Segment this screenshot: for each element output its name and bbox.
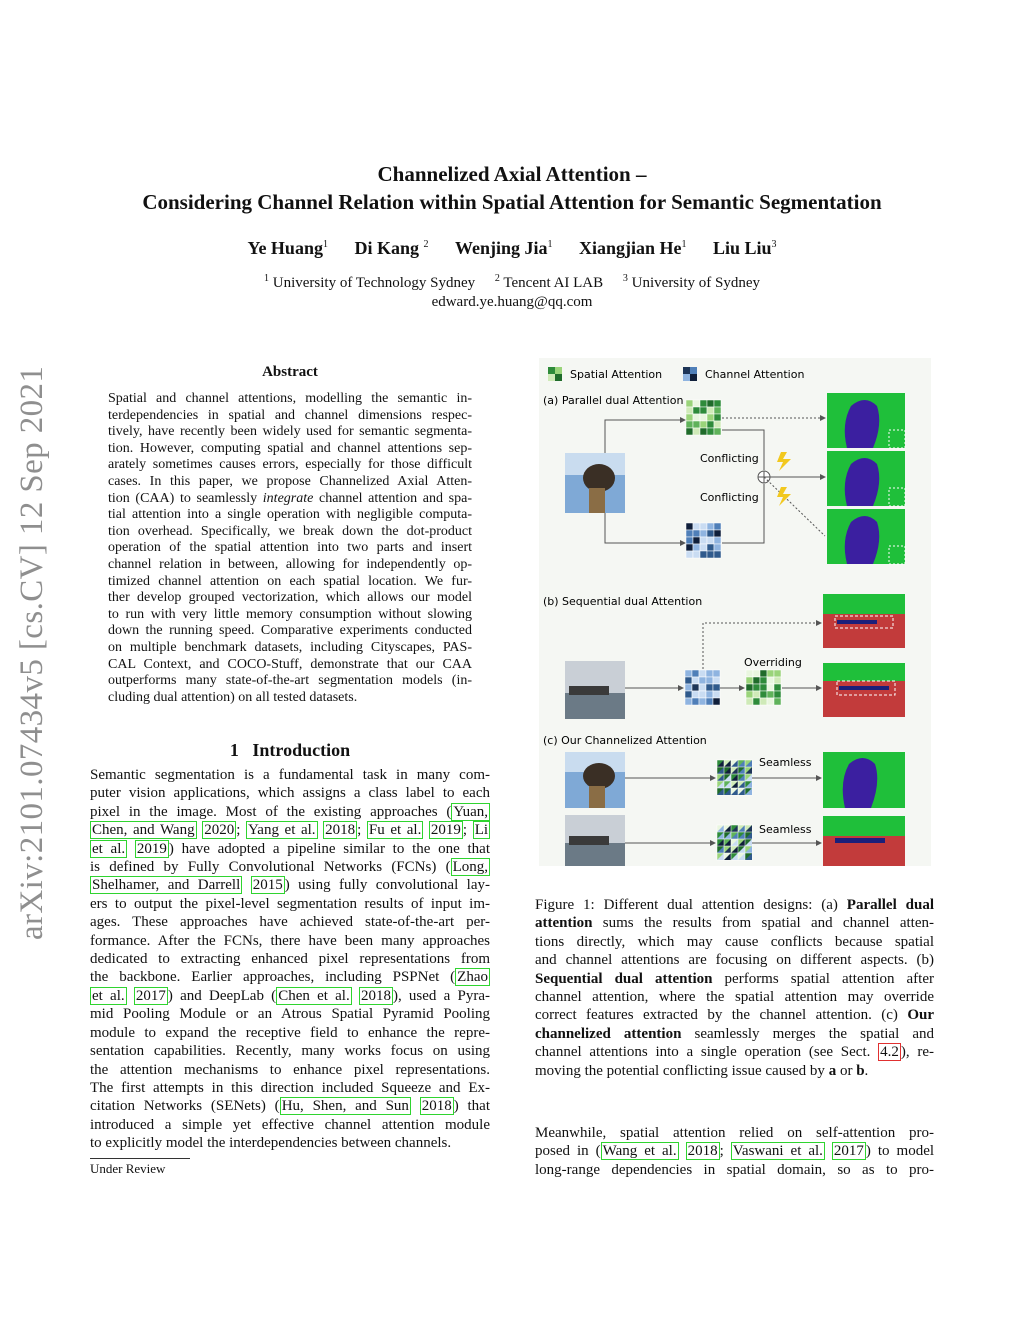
citation-link[interactable]: 2019 bbox=[136, 840, 167, 857]
abstract-body bbox=[108, 391, 472, 706]
citation-link[interactable]: 2020 bbox=[204, 822, 235, 839]
channelized-attention-grid-1 bbox=[717, 760, 752, 795]
citation-link[interactable]: Li bbox=[474, 822, 489, 839]
spatial-attention-grid-a bbox=[686, 400, 721, 435]
author-email: edward.ye.huang@qq.com bbox=[431, 294, 593, 310]
legend-channel-label: Channel Attention bbox=[705, 368, 805, 381]
abstract-line: Spatial and channel attentions, modelling the semantic in- bbox=[108, 391, 472, 406]
seamless-label-1: Seamless bbox=[759, 756, 812, 769]
affiliation-3: $^3$ University of Sydney bbox=[622, 273, 760, 291]
lightning-icon bbox=[777, 452, 791, 471]
citation-link[interactable]: Chen et al. bbox=[278, 987, 350, 1004]
abstract-line: down the running speed. Comparative experiments conducted bbox=[108, 623, 472, 639]
abstract-line: ther develop grouped vectorization, which allows our model bbox=[108, 590, 472, 606]
channelized-attention-grid-2 bbox=[717, 825, 752, 860]
citation-link[interactable]: Fu et al. bbox=[368, 822, 422, 839]
panel-c-input-image-2 bbox=[565, 815, 625, 866]
section-reference-link[interactable]: 4.2 bbox=[880, 1044, 899, 1061]
segmentation-result-a1 bbox=[827, 393, 905, 448]
citation-link[interactable]: Hu, Shen, and Sun bbox=[281, 1098, 409, 1115]
section-heading-introduction: 1 Introduction bbox=[229, 740, 351, 760]
abstract-line: CAL Context, and COCO-Stuff, demonstrate that our CAA bbox=[108, 656, 472, 672]
citation-link[interactable]: 2017 bbox=[833, 1143, 864, 1160]
introduction-body: Semantic segmentation is a fundamental task in many com- puter vision applications, which assigns a class label to each pixel in the image. Most of the existing approaches ( Yuan, Chen, and Wang 2020 ; Yang et al. 2018 ; Fu et al. 2019 ; Li et al. 2019 ) have adopted a pipeline similar to the one that is defined by Fully Convolutional Networks (FCNs) ( Long, Shelhamer, and Darrell 2015 ) using fully convolutional lay- ers to output the pixel-level segmentation results of input im- ages. These approaches have achieved state-of-the-art per- formance. After the FCNs, there have been many approaches dedicated to extracting enhanced pixel representations from the backbone. Earlier approaches, including PSPNet ( Zhao et al. 2017 ) and DeepLab ( Chen et al. 2018 ), used a Pyra- mid Pooling Module or an Atrous Spatial Pyramid Pooling module to expand the receptive field to enhance the repre- sentation capabilities. Recently, many works focus on using the attention mechanisms to enhance pixel representations. The first attempts in this direction included Squeeze and Ex- citation Networks (SENets) ( Hu, Shen, and Sun 2018 ) that introduced a simple yet effective channel attention module to explicitly model the interdependencies between channels. bbox=[90, 767, 491, 1152]
citation-link[interactable]: 2018 bbox=[325, 822, 356, 839]
segmentation-result-b1 bbox=[823, 594, 905, 648]
legend-spatial-label: Spatial Attention bbox=[570, 368, 663, 381]
citation-link[interactable]: Wang et al. bbox=[602, 1143, 677, 1160]
author-1: Ye Huang$^1$ bbox=[247, 238, 328, 258]
abstract-line: terdependencies in spatial and channel dimensions respec- bbox=[108, 407, 472, 423]
abstract-line: timized channel attention on each spatial location. We fur- bbox=[108, 573, 472, 589]
footnote: Under Review bbox=[90, 1161, 166, 1176]
abstract-line: on multiple benchmark datasets, including Cityscapes, PAS- bbox=[108, 639, 472, 655]
citation-link[interactable]: Vaswani et al. bbox=[732, 1143, 823, 1160]
abstract-line: tion (CAA) to seamlessly integrate channel attention and spa- bbox=[108, 490, 472, 506]
legend-spatial-icon bbox=[548, 367, 562, 381]
spatial-attention-grid-b bbox=[746, 670, 781, 705]
citation-link[interactable]: 2018 bbox=[687, 1143, 718, 1160]
citation-link[interactable]: 2018 bbox=[360, 987, 391, 1004]
abstract-line: tively, have recently been widely used for semantic segmenta- bbox=[108, 424, 472, 440]
affiliations bbox=[0, 269, 1024, 312]
paper-title bbox=[0, 160, 1024, 216]
title-line-1: Channelized Axial Attention – bbox=[377, 162, 647, 186]
abstract-line: outperforms many state-of-the-art segmentation models (in- bbox=[108, 673, 472, 689]
footnote-rule bbox=[90, 1158, 190, 1159]
panel-a-label: (a) Parallel dual Attention bbox=[543, 394, 684, 407]
title-line-2: Considering Channel Relation within Spatial Attention for Semantic Segmentation bbox=[142, 190, 882, 214]
abstract-line: to run with very little memory consumption without slowing bbox=[108, 606, 472, 622]
channel-attention-grid-a bbox=[686, 523, 721, 558]
segmentation-result-a3 bbox=[827, 509, 905, 564]
citation-link[interactable]: Shelhamer, and Darrell bbox=[92, 877, 241, 894]
author-2: Di Kang $^2$ bbox=[354, 238, 429, 258]
panel-a-input-image bbox=[565, 453, 625, 513]
abstract-line: tion. However, computing spatial and channel attentions sep- bbox=[108, 440, 472, 456]
segmentation-result-c2 bbox=[823, 816, 905, 866]
citation-link[interactable]: 2017 bbox=[135, 987, 166, 1004]
abstract-line: channel relation in between, allowing for independently op- bbox=[108, 556, 472, 572]
abstract-line: arately sometimes causes errors, especially for those difficult bbox=[108, 457, 472, 473]
author-3: Wenjing Jia$^1$ bbox=[454, 238, 553, 258]
citation-link[interactable]: 2019 bbox=[430, 822, 461, 839]
citation-link[interactable]: 2015 bbox=[252, 877, 283, 894]
conflicting-label-2: Conflicting bbox=[700, 491, 759, 504]
citation-link[interactable]: Yang et al. bbox=[247, 822, 316, 839]
figure-1-diagram bbox=[539, 358, 931, 866]
figure-1-caption: Figure 1: Different dual attention designs: (a) Parallel dual attention sums the results from spatial and channel atten- tions directly, which may cause conflicts because spatial and channel attentions are focusing on different aspects. (b) Sequential dual attention performs spatial attention after channel attention, where the spatial attention may override correct features extracted by the channel attention. (c) Our channelized attention seamlessly merges the spatial and channel attentions into a single operation (see Sect. 4.2 ), re- moving the potential conflicting issue caused by a or b. bbox=[535, 897, 934, 1079]
seamless-label-2: Seamless bbox=[759, 823, 812, 836]
affiliation-1: $^1$ University of Technology Sydney bbox=[264, 273, 476, 291]
panel-b-label: (b) Sequential dual Attention bbox=[543, 595, 703, 608]
conflicting-label-1: Conflicting bbox=[700, 452, 759, 465]
lightning-icon bbox=[777, 487, 791, 506]
abstract-heading: Abstract bbox=[262, 364, 318, 380]
panel-c-input-image-1 bbox=[565, 752, 625, 808]
citation-link[interactable]: Chen, and Wang bbox=[92, 822, 195, 839]
author-list bbox=[0, 238, 1024, 259]
segmentation-result-b2 bbox=[823, 663, 905, 717]
legend-channel-icon bbox=[683, 367, 697, 381]
abstract-line: tial attention into a single operation with negligible computa- bbox=[108, 507, 472, 523]
arxiv-identifier: arXiv:2101.07434v5 [cs.CV] 12 Sep 2021 bbox=[14, 365, 50, 940]
abstract-line: operation of the spatial attention into two parts and insert bbox=[108, 540, 472, 556]
right-column-paragraph: Meanwhile, spatial attention relied on self-attention pro- posed in ( Wang et al. 2018 ; Vaswani et al. 2017 ) to model long-range dependencies in spatial domain, so as to pro- bbox=[535, 1125, 935, 1178]
abstract-line: cluding dual attention) on all tested datasets. bbox=[108, 689, 358, 705]
panel-c-label: (c) Our Channelized Attention bbox=[543, 734, 707, 747]
panel-b-input-image bbox=[565, 661, 625, 719]
citation-link[interactable]: Long, bbox=[452, 859, 488, 876]
affiliation-2: $^2$ Tencent AI LAB bbox=[494, 273, 604, 291]
segmentation-result-a2 bbox=[827, 451, 905, 506]
abstract-line: tion overhead. Specifically, we break down the dot-product bbox=[108, 523, 472, 539]
citation-link[interactable]: 2018 bbox=[421, 1098, 452, 1115]
author-5: Liu Liu$^3$ bbox=[713, 238, 777, 258]
channel-attention-grid-b bbox=[685, 670, 720, 705]
author-4: Xiangjian He$^1$ bbox=[578, 238, 687, 258]
abstract-line: cases. In this paper, we propose Channelized Axial Atten- bbox=[108, 473, 472, 489]
citation-link[interactable]: et al. bbox=[92, 987, 125, 1004]
citation-link[interactable]: Zhao bbox=[457, 969, 488, 986]
citation-link[interactable]: Yuan, bbox=[453, 803, 488, 820]
citation-link[interactable]: et al. bbox=[92, 840, 126, 857]
overriding-label: Overriding bbox=[744, 656, 802, 669]
figure-1 bbox=[539, 358, 931, 866]
segmentation-result-c1 bbox=[823, 752, 905, 808]
